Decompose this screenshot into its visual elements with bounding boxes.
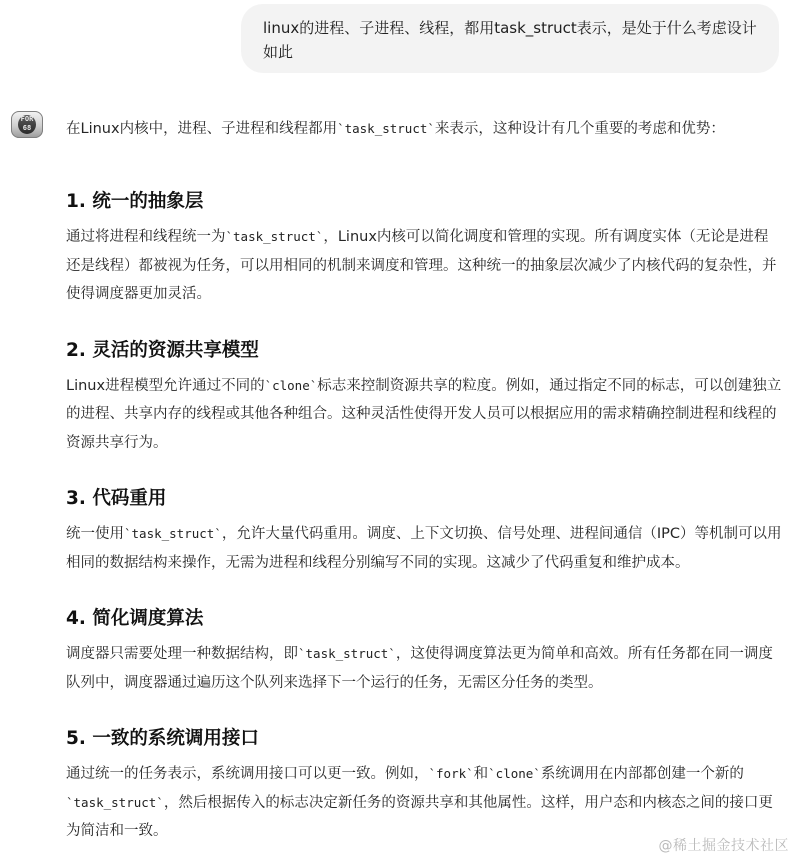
user-message-text: linux的进程、子进程、线程，都用task_struct表示，是处于什么考虑设计如此 xyxy=(263,19,757,61)
inline-code: `task_struct` xyxy=(298,646,396,661)
section-heading-1: 1. 统一的抽象层 xyxy=(66,191,204,212)
inline-code: `task_struct` xyxy=(337,121,435,136)
avatar-text: FOR 68 xyxy=(20,115,34,132)
avatar-badge-icon xyxy=(18,115,36,134)
section-heading-3: 3. 代码重用 xyxy=(66,488,167,509)
section-body-3: 统一使用`task_struct`，允许大量代码重用。调度、上下文切换、信号处理、进程间通信（IPC）等机制可以用相同的数据结构来操作，无需为进程和线程分别编写不同的实现。这减少了代码重复和维护成本。 xyxy=(66,526,782,571)
user-message-bubble xyxy=(241,4,779,73)
inline-code: `clone` xyxy=(264,377,318,393)
section-body-5: 通过统一的任务表示，系统调用接口可以更一致。例如，`fork`和`clone`系统调用在内部都创建一个新的`task_struct`，然后根据传入的标志决定新任务的资源共享和其他属性。这样，用户态和内核态之间的接口更为简洁和一致。 xyxy=(66,766,773,839)
section-body-4: 调度器只需要处理一种数据结构，即`task_struct`，这使得调度算法更为简单和高效。所有任务都在同一调度队列中，调度器通过遍历这个队列来选择下一个运行的任务，无需区分任务的类型。 xyxy=(66,646,773,691)
inline-code: `task_struct` xyxy=(124,526,222,541)
inline-code: `clone` xyxy=(488,766,541,781)
section-body-2: Linux进程模型允许通过不同的`clone`标志来控制资源共享的粒度。例如，通过指定不同的标志，可以创建独立的进程、共享内存的线程或其他各种组合。这种灵活性使得开发人员可以根据应用的需求精确控制进程和线程的资源共享行为。 xyxy=(66,377,782,451)
section-body-1: 通过将进程和线程统一为`task_struct`，Linux内核可以简化调度和管理的实现。所有调度实体（无论是进程还是线程）都被视为任务，可以用相同的机制来调度和管理。这种统一的抽象层次减少了内核代码的复杂性，并使得调度器更加灵活。 xyxy=(66,229,777,302)
watermark: @稀土掘金技术社区 xyxy=(658,838,789,854)
inline-code: `task_struct` xyxy=(225,229,324,244)
section-heading-2: 2. 灵活的资源共享模型 xyxy=(66,339,259,361)
assistant-avatar xyxy=(11,111,43,138)
assistant-message xyxy=(66,114,782,846)
section-heading-4: 4. 简化调度算法 xyxy=(66,608,204,629)
answer-intro: 在Linux内核中，进程、子进程和线程都用`task_struct`来表示，这种设计有几个重要的考虑和优势： xyxy=(66,121,725,137)
section-heading-5: 5. 一致的系统调用接口 xyxy=(66,728,259,749)
inline-code: `fork` xyxy=(428,766,474,781)
inline-code: `task_struct` xyxy=(66,794,164,810)
